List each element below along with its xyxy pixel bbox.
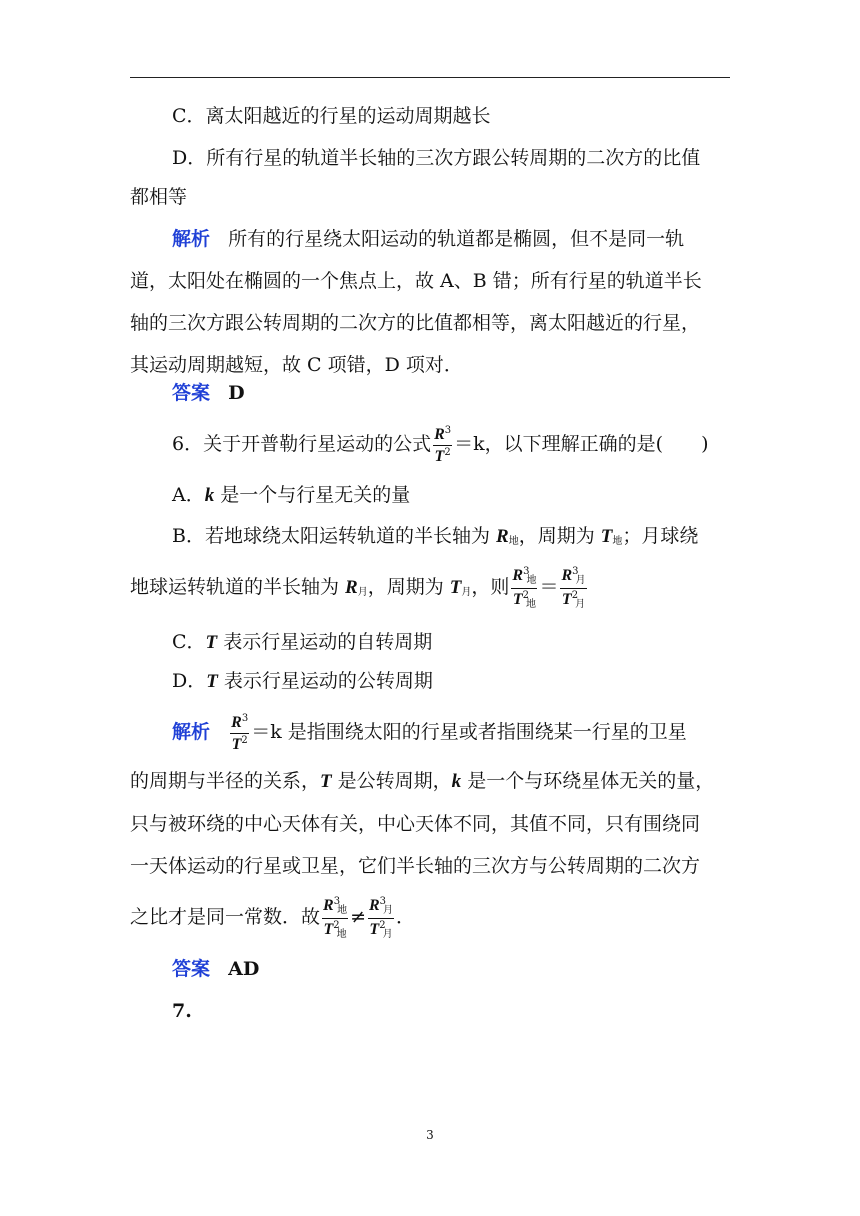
q6-option-b: B．若地球绕太阳运转轨道的半长轴为 $R_地$，周期为 $T_地$；月球绕 bbox=[172, 525, 699, 547]
q5-answer: 答案 D bbox=[172, 382, 245, 404]
q6-option-c: C．T 表示行星运动的自转周期 bbox=[172, 631, 433, 653]
q6-option-a: A．k 是一个与行星无关的量 bbox=[172, 484, 411, 506]
q6-answer: 答案 AD bbox=[172, 958, 260, 980]
q6-analysis: 解析 $\frac{R^3}{T^2}$ ＝k 是指围绕太阳的行星或者指围绕某一行星的卫星 的周期与半径的关系，T 是公转周期，k 是一个与环绕星体无关的量， 只与被环绕的中心天体有关，中心天体不同，其值不同，只有围绕同 一天体运动的行星或卫星，它们半长轴的三次方与公转周期的二次方 之比才是同一常数．故 $\frac{R^3地}{T^2地}$ ≠ $\frac{R^3月}{T^2月}$ ． bbox=[130, 712, 715, 940]
analysis-tag: 解析 bbox=[172, 228, 211, 250]
q6-stem: 6．关于开普勒行星运动的公式 $\frac{R^3}{T^2}$ ＝k，以下理解正确的是( ) bbox=[172, 424, 709, 465]
page-number: 3 bbox=[426, 1128, 434, 1142]
q5-option-c: C．离太阳越近的行星的运动周期越长 bbox=[172, 105, 491, 127]
header-rule bbox=[130, 77, 730, 78]
q5-option-d: D．所有行星的轨道半长轴的三次方跟公转周期的二次方的比值 bbox=[172, 147, 701, 169]
q5-option-d-cont: 都相等 bbox=[130, 186, 188, 208]
q7-label: 7. bbox=[172, 1000, 192, 1022]
q5-analysis: 解析 所有的行星绕太阳运动的轨道都是椭圆，但不是同一轨 道，太阳处在椭圆的一个焦点上，故 A、B 错；所有行星的轨道半长 轴的三次方跟公转周期的二次方的比值都相等，离太阳越近的行星， 其运动周期越短，故 C 项错，D 项对． bbox=[130, 228, 702, 376]
q6-option-d: D．T 表示行星运动的公转周期 bbox=[172, 670, 433, 692]
earth-ratio: $\frac{R^3地}{T^2地}$ bbox=[512, 565, 537, 610]
q6-option-b-cont: 地球运转轨道的半长轴为 $R_月$，周期为 $T_月$，则 $\frac{R^3地}{T^2地}$ ＝ $\frac{R^3月}{T^2月}$ bbox=[130, 565, 586, 610]
analysis-tag-6: 解析 bbox=[172, 721, 211, 743]
kepler-formula: $\frac{R^3}{T^2}$ bbox=[434, 424, 452, 465]
moon-ratio: $\frac{R^3月}{T^2月}$ bbox=[561, 565, 586, 610]
